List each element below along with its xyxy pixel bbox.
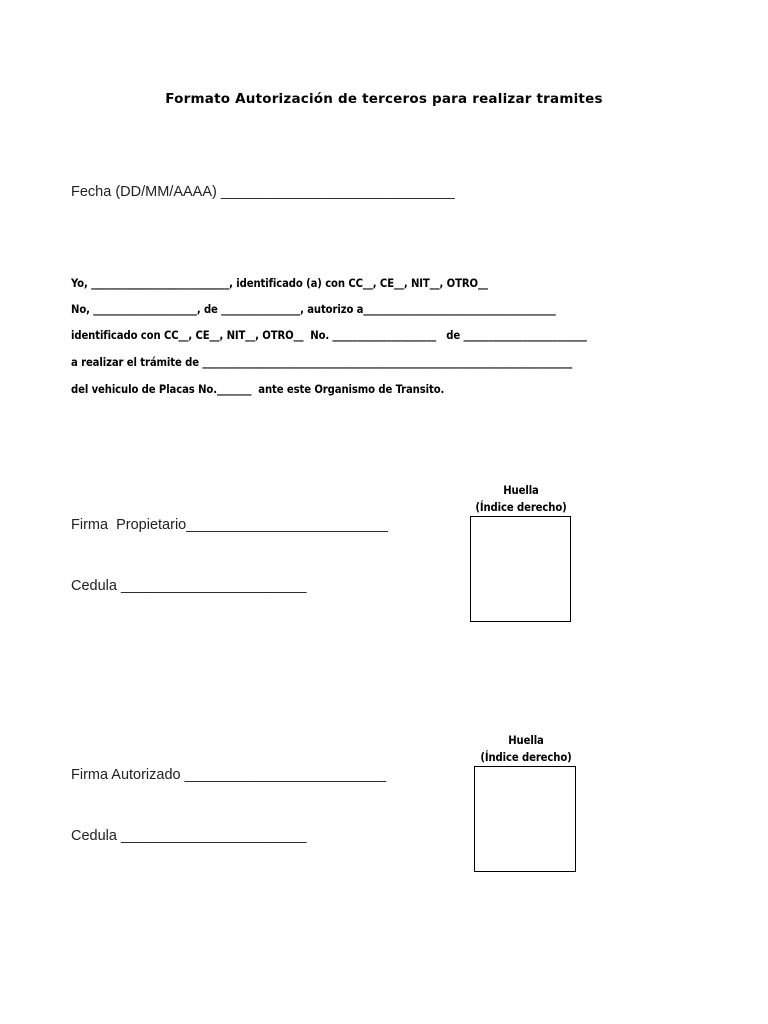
authorized-fingerprint-subtitle: (Índice derecho) <box>480 751 572 764</box>
authorized-signature-line: Firma Autorizado _________________________ <box>71 767 387 783</box>
authorized-fingerprint-label <box>466 732 586 766</box>
owner-fingerprint-box <box>470 516 571 622</box>
owner-fingerprint-title: Huella <box>503 484 539 497</box>
authorization-text-line-1: Yo, ____________________________, identificado (a) con CC__, CE__, NIT__, OTRO__ <box>71 277 488 290</box>
authorization-text-line-2: No, _____________________, de ________________, autorizo a_______________________________________ <box>71 303 556 316</box>
document-title: Formato Autorización de terceros para realizar tramites <box>165 91 603 107</box>
authorization-text-line-4: a realizar el trámite de ___________________________________________________________________________ <box>71 356 573 369</box>
owner-fingerprint-subtitle: (Índice derecho) <box>475 501 567 514</box>
authorization-text-line-3: identificado con CC__, CE__, NIT__, OTRO__ No. _____________________ de _________________________ <box>71 329 587 342</box>
owner-fingerprint-label <box>461 482 581 516</box>
owner-signature-line: Firma Propietario_________________________ <box>71 517 388 533</box>
authorized-id-line: Cedula _______________________ <box>71 828 307 844</box>
owner-id-line: Cedula _______________________ <box>71 578 307 594</box>
authorized-fingerprint-box <box>474 766 576 872</box>
date-field-line: Fecha (DD/MM/AAAA) _____________________________ <box>71 184 455 200</box>
authorized-fingerprint-title: Huella <box>508 734 544 747</box>
authorization-text-line-5: del vehiculo de Placas No._______ ante este Organismo de Transito. <box>71 383 445 396</box>
